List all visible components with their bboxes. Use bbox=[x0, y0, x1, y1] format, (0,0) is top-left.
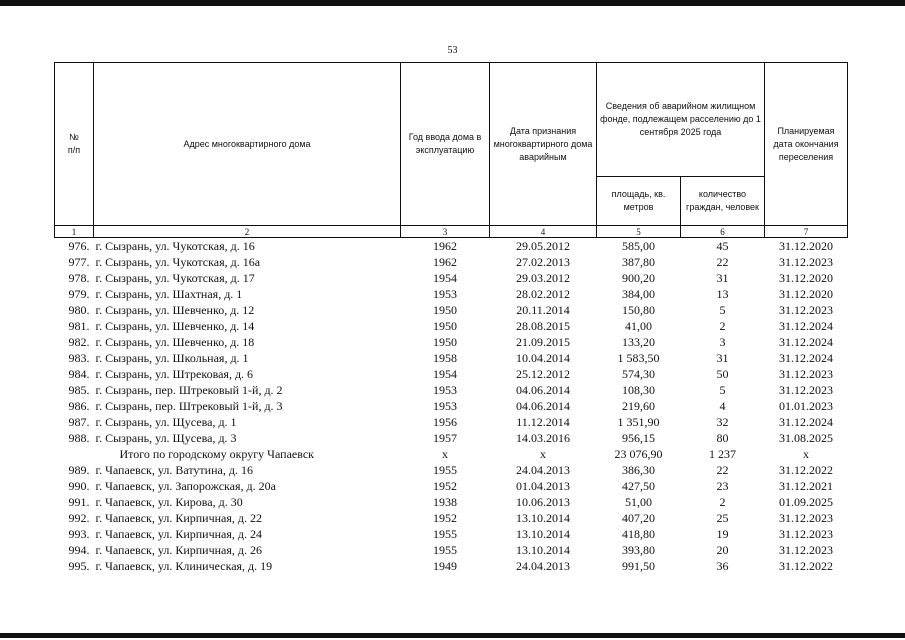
table-row bbox=[55, 510, 848, 526]
emergency-date-cell: 24.04.2013 bbox=[516, 559, 570, 573]
table-row bbox=[55, 350, 848, 366]
planned-date-cell: 31.12.2023 bbox=[779, 543, 833, 557]
year-cell: 1962 bbox=[433, 255, 457, 269]
planned-date-cell: 31.12.2022 bbox=[779, 463, 833, 477]
planned-date-cell: 01.01.2023 bbox=[779, 399, 833, 413]
address-cell: г. Чапаевск, ул. Запорожская, д. 20а bbox=[95, 479, 276, 493]
column-number: 5 bbox=[597, 226, 681, 238]
people-cell: 2 bbox=[719, 495, 726, 509]
row-number: 990. bbox=[68, 479, 90, 493]
area-cell: 23 076,90 bbox=[614, 447, 663, 461]
row-number: 979. bbox=[68, 287, 90, 301]
area-cell: 219,60 bbox=[622, 399, 655, 413]
year-cell: 1954 bbox=[433, 367, 457, 381]
table-row bbox=[55, 494, 848, 510]
emergency-date-cell: 10.04.2014 bbox=[516, 351, 570, 365]
people-cell: 3 bbox=[719, 335, 726, 349]
table-row bbox=[55, 542, 848, 558]
address-cell: г. Сызрань, ул. Шевченко, д. 14 bbox=[95, 319, 255, 333]
row-number: 985. bbox=[68, 383, 90, 397]
address-cell: г. Чапаевск, ул. Клиническая, д. 19 bbox=[95, 559, 273, 573]
row-number: 978. bbox=[68, 271, 90, 285]
table-row bbox=[55, 430, 848, 446]
year-cell: 1950 bbox=[433, 303, 457, 317]
address-cell: г. Сызрань, ул. Штрековая, д. 6 bbox=[95, 367, 254, 381]
emergency-housing-table bbox=[54, 62, 848, 574]
row-number: 992. bbox=[68, 511, 90, 525]
planned-date-cell: 31.12.2024 bbox=[779, 335, 833, 349]
planned-date-cell: 31.12.2023 bbox=[779, 255, 833, 269]
row-number: 994. bbox=[68, 543, 90, 557]
emergency-date-cell: 29.03.2012 bbox=[516, 271, 570, 285]
row-number: 977. bbox=[68, 255, 90, 269]
address-cell: г. Сызрань, ул. Школьная, д. 1 bbox=[95, 351, 249, 365]
planned-date-cell: 31.12.2023 bbox=[779, 303, 833, 317]
emergency-date-cell: 13.10.2014 bbox=[516, 511, 570, 525]
area-cell: 956,15 bbox=[622, 431, 655, 445]
column-number: 3 bbox=[401, 226, 490, 238]
row-number: 983. bbox=[68, 351, 90, 365]
bottom-border-rule bbox=[0, 633, 905, 638]
address-cell: г. Чапаевск, ул. Кирпичная, д. 22 bbox=[95, 511, 262, 525]
area-cell: 585,00 bbox=[622, 239, 655, 253]
year-cell: 1958 bbox=[433, 351, 457, 365]
planned-date-cell: 31.12.2023 bbox=[779, 511, 833, 525]
table-row bbox=[55, 558, 848, 574]
area-cell: 1 351,90 bbox=[617, 415, 660, 429]
header-address: Адрес многоквартирного дома bbox=[94, 63, 401, 226]
year-cell: 1957 bbox=[433, 431, 457, 445]
year-cell: 1953 bbox=[433, 287, 457, 301]
planned-date-cell: х bbox=[803, 447, 809, 461]
planned-date-cell: 31.12.2024 bbox=[779, 351, 833, 365]
address-cell: г. Сызрань, пер. Штрековый 1-й, д. 3 bbox=[95, 399, 283, 413]
emergency-date-cell: 25.12.2012 bbox=[516, 367, 570, 381]
header-people: количество граждан, человек bbox=[681, 177, 765, 226]
area-cell: 407,20 bbox=[622, 511, 655, 525]
area-cell: 393,80 bbox=[622, 543, 655, 557]
address-cell: г. Сызрань, ул. Шахтная, д. 1 bbox=[95, 287, 243, 301]
planned-date-cell: 31.12.2021 bbox=[779, 479, 833, 493]
area-cell: 900,20 bbox=[622, 271, 655, 285]
area-cell: 991,50 bbox=[622, 559, 655, 573]
row-number: 982. bbox=[68, 335, 90, 349]
planned-date-cell: 31.12.2024 bbox=[779, 415, 833, 429]
address-cell: г. Сызрань, ул. Чукотская, д. 17 bbox=[95, 271, 255, 285]
emergency-date-cell: х bbox=[540, 447, 546, 461]
table-row bbox=[55, 462, 848, 478]
emergency-date-cell: 13.10.2014 bbox=[516, 543, 570, 557]
year-cell: 1955 bbox=[433, 543, 457, 557]
address-cell: г. Сызрань, ул. Щусева, д. 1 bbox=[95, 415, 237, 429]
row-number bbox=[55, 446, 94, 462]
row-number: 976. bbox=[68, 239, 90, 253]
column-number: 1 bbox=[55, 226, 94, 238]
planned-date-cell: 31.12.2023 bbox=[779, 367, 833, 381]
row-number: 980. bbox=[68, 303, 90, 317]
row-number: 981. bbox=[68, 319, 90, 333]
emergency-date-cell: 04.06.2014 bbox=[516, 383, 570, 397]
table-row bbox=[55, 398, 848, 414]
address-cell: г. Чапаевск, ул. Кирова, д. 30 bbox=[95, 495, 243, 509]
emergency-date-cell: 24.04.2013 bbox=[516, 463, 570, 477]
table-row bbox=[55, 302, 848, 318]
row-number: 988. bbox=[68, 431, 90, 445]
people-cell: 31 bbox=[716, 271, 729, 285]
year-cell: 1955 bbox=[433, 527, 457, 541]
area-cell: 108,30 bbox=[622, 383, 655, 397]
emergency-date-cell: 28.02.2012 bbox=[516, 287, 570, 301]
planned-date-cell: 01.09.2025 bbox=[779, 495, 833, 509]
people-cell: 80 bbox=[716, 431, 729, 445]
address-cell: г. Сызрань, ул. Чукотская, д. 16 bbox=[95, 239, 255, 253]
area-cell: 150,80 bbox=[622, 303, 655, 317]
address-cell: г. Сызрань, ул. Шевченко, д. 18 bbox=[95, 335, 255, 349]
year-cell: х bbox=[442, 447, 448, 461]
table-row bbox=[55, 318, 848, 334]
table-row bbox=[55, 382, 848, 398]
area-cell: 387,80 bbox=[622, 255, 655, 269]
address-cell: г. Сызрань, ул. Чукотская, д. 16а bbox=[95, 255, 261, 269]
area-cell: 384,00 bbox=[622, 287, 655, 301]
table-header bbox=[55, 63, 848, 238]
planned-date-cell: 31.12.2020 bbox=[779, 271, 833, 285]
people-cell: 20 bbox=[716, 543, 729, 557]
header-emergency-date: Дата признания многоквартирного дома аварийным bbox=[490, 63, 597, 226]
emergency-date-cell: 11.12.2014 bbox=[516, 415, 570, 429]
people-cell: 22 bbox=[716, 463, 729, 477]
people-cell: 45 bbox=[716, 239, 729, 253]
people-cell: 13 bbox=[716, 287, 729, 301]
area-cell: 386,30 bbox=[622, 463, 655, 477]
header-housing-info: Сведения об аварийном жилищном фонде, подлежащем расселению до 1 сентября 2025 года bbox=[597, 63, 765, 177]
column-number: 4 bbox=[490, 226, 597, 238]
row-number: 989. bbox=[68, 463, 90, 477]
planned-date-cell: 31.08.2025 bbox=[779, 431, 833, 445]
column-number: 2 bbox=[94, 226, 401, 238]
header-commission-year: Год ввода дома в эксплуатацию bbox=[401, 63, 490, 226]
table-body bbox=[55, 238, 848, 575]
table-row bbox=[55, 286, 848, 302]
emergency-date-cell: 14.03.2016 bbox=[516, 431, 570, 445]
year-cell: 1953 bbox=[433, 399, 457, 413]
table-row bbox=[55, 414, 848, 430]
header-planned-date: Планируемая дата окончания переселения bbox=[765, 63, 848, 226]
top-border-rule bbox=[0, 0, 905, 6]
area-cell: 133,20 bbox=[622, 335, 655, 349]
page-number: 53 bbox=[447, 45, 458, 56]
table-row bbox=[55, 238, 848, 255]
planned-date-cell: 31.12.2020 bbox=[779, 287, 833, 301]
people-cell: 1 237 bbox=[709, 447, 736, 461]
row-number: 984. bbox=[68, 367, 90, 381]
emergency-date-cell: 28.08.2015 bbox=[516, 319, 570, 333]
area-cell: 51,00 bbox=[625, 495, 652, 509]
people-cell: 5 bbox=[719, 383, 726, 397]
year-cell: 1955 bbox=[433, 463, 457, 477]
table-row bbox=[55, 478, 848, 494]
people-cell: 22 bbox=[716, 255, 729, 269]
area-cell: 418,80 bbox=[622, 527, 655, 541]
planned-date-cell: 31.12.2022 bbox=[779, 559, 833, 573]
row-number: 993. bbox=[68, 527, 90, 541]
emergency-date-cell: 01.04.2013 bbox=[516, 479, 570, 493]
planned-date-cell: 31.12.2024 bbox=[779, 319, 833, 333]
year-cell: 1952 bbox=[433, 511, 457, 525]
address-cell: г. Сызрань, пер. Штрековый 1-й, д. 2 bbox=[95, 383, 283, 397]
address-cell: г. Чапаевск, ул. Ватутина, д. 16 bbox=[95, 463, 253, 477]
area-cell: 1 583,50 bbox=[617, 351, 660, 365]
emergency-date-cell: 27.02.2013 bbox=[516, 255, 570, 269]
planned-date-cell: 31.12.2023 bbox=[779, 527, 833, 541]
area-cell: 41,00 bbox=[625, 319, 652, 333]
people-cell: 23 bbox=[716, 479, 729, 493]
year-cell: 1950 bbox=[433, 319, 457, 333]
year-cell: 1938 bbox=[433, 495, 457, 509]
emergency-date-cell: 20.11.2014 bbox=[516, 303, 570, 317]
year-cell: 1956 bbox=[433, 415, 457, 429]
planned-date-cell: 31.12.2023 bbox=[779, 383, 833, 397]
people-cell: 5 bbox=[719, 303, 726, 317]
year-cell: 1962 bbox=[433, 239, 457, 253]
people-cell: 25 bbox=[716, 511, 729, 525]
year-cell: 1953 bbox=[433, 383, 457, 397]
row-number: 991. bbox=[68, 495, 90, 509]
area-cell: 574,30 bbox=[622, 367, 655, 381]
year-cell: 1954 bbox=[433, 271, 457, 285]
row-number: 987. bbox=[68, 415, 90, 429]
emergency-date-cell: 13.10.2014 bbox=[516, 527, 570, 541]
column-number: 6 bbox=[681, 226, 765, 238]
people-cell: 2 bbox=[719, 319, 726, 333]
people-cell: 36 bbox=[716, 559, 729, 573]
people-cell: 50 bbox=[716, 367, 729, 381]
year-cell: 1952 bbox=[433, 479, 457, 493]
address-cell: Итого по городскому округу Чапаевск bbox=[119, 447, 314, 461]
address-cell: г. Сызрань, ул. Щусева, д. 3 bbox=[95, 431, 237, 445]
address-cell: г. Чапаевск, ул. Кирпичная, д. 26 bbox=[95, 543, 262, 557]
year-cell: 1950 bbox=[433, 335, 457, 349]
header-area: площадь, кв. метров bbox=[597, 177, 681, 226]
people-cell: 31 bbox=[716, 351, 729, 365]
table-row bbox=[55, 270, 848, 286]
emergency-date-cell: 29.05.2012 bbox=[516, 239, 570, 253]
row-number: 995. bbox=[68, 559, 90, 573]
address-cell: г. Чапаевск, ул. Кирпичная, д. 24 bbox=[95, 527, 262, 541]
people-cell: 4 bbox=[719, 399, 726, 413]
people-cell: 32 bbox=[716, 415, 729, 429]
table-row bbox=[55, 334, 848, 350]
column-number-row bbox=[55, 226, 848, 238]
emergency-date-cell: 04.06.2014 bbox=[516, 399, 570, 413]
year-cell: 1949 bbox=[433, 559, 457, 573]
emergency-date-cell: 10.06.2013 bbox=[516, 495, 570, 509]
planned-date-cell: 31.12.2020 bbox=[779, 239, 833, 253]
address-cell: г. Сызрань, ул. Шевченко, д. 12 bbox=[95, 303, 255, 317]
header-row-number: № п/п bbox=[55, 63, 94, 226]
area-cell: 427,50 bbox=[622, 479, 655, 493]
row-number: 986. bbox=[68, 399, 90, 413]
column-number: 7 bbox=[765, 226, 848, 238]
subtotal-row bbox=[55, 446, 848, 462]
table-row bbox=[55, 254, 848, 270]
table-row bbox=[55, 526, 848, 542]
emergency-date-cell: 21.09.2015 bbox=[516, 335, 570, 349]
people-cell: 19 bbox=[716, 527, 729, 541]
table-row bbox=[55, 366, 848, 382]
